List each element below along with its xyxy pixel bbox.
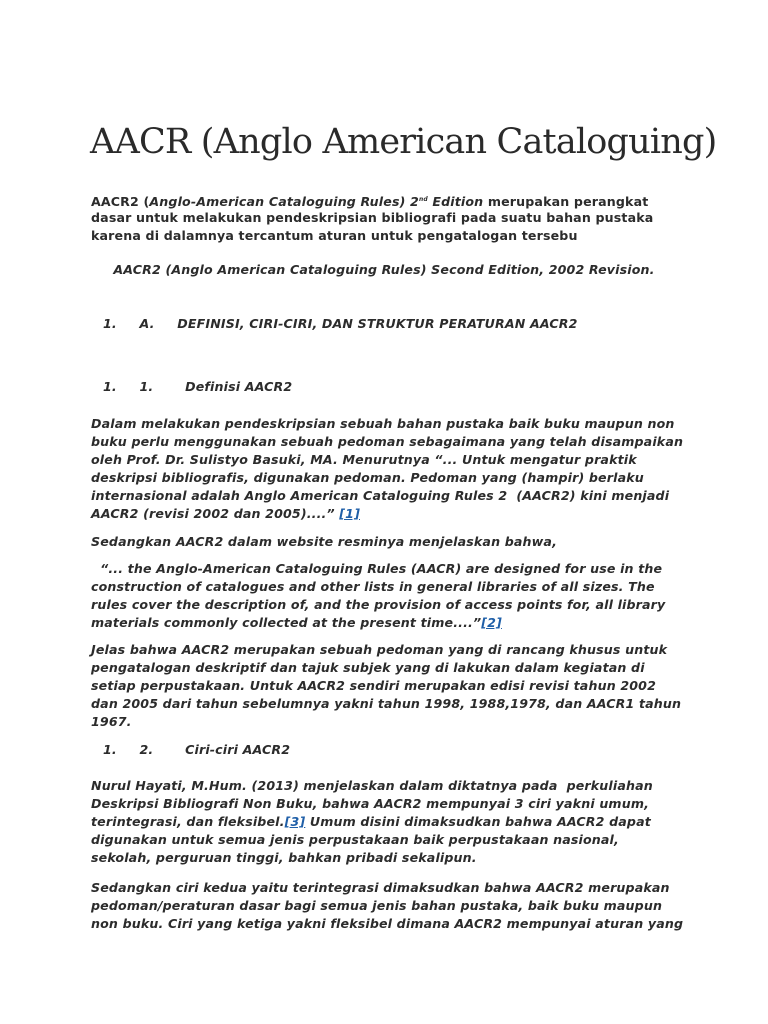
intro-superscript: nd: [418, 196, 428, 203]
quote-line-4-text: materials commonly collected at the present time....”: [91, 615, 482, 630]
nurul-line-3: [91, 813, 651, 831]
def-line-4: deskripsi bibliografis, digunakan pedoman. Pedoman yang (hampir) berlaku: [91, 470, 644, 485]
kedua-line-1: Sedangkan ciri kedua yaitu terintegrasi dimaksudkan bahwa AACR2 merupakan: [91, 880, 670, 895]
nurul-line-2: Deskripsi Bibliografi Non Buku, bahwa AACR2 mempunyai 3 ciri yakni umum,: [91, 796, 650, 811]
def-line-6: [91, 505, 360, 523]
def-line-5: internasional adalah Anglo American Cataloguing Rules 2 (AACR2) kini menjadi: [91, 488, 670, 503]
intro-text-end: merupakan perangkat: [483, 194, 649, 210]
footnote-link-2[interactable]: [2]: [481, 615, 502, 630]
quote-line-2: construction of catalogues and other lists in general libraries of all sizes. The: [91, 579, 655, 594]
edition-subtitle: AACR2 (Anglo American Cataloguing Rules) Second Edition, 2002 Revision.: [113, 262, 655, 277]
quote-line-1: “... the Anglo-American Cataloguing Rules (AACR) are designed for use in the: [91, 561, 663, 576]
nurul-line-3-text-end: Umum disini dimaksudkan bahwa AACR2 dapat: [305, 814, 651, 829]
quote-line-3: rules cover the description of, and the provision of access points for, all library: [91, 597, 666, 612]
intro-line-2: dasar untuk melakukan pendeskripsian bibliografi pada suatu bahan pustaka: [91, 210, 654, 225]
quote-line-4: [91, 614, 502, 632]
intro-text: AACR2 (: [91, 194, 150, 210]
page-title: AACR (Anglo American Cataloguing): [90, 122, 717, 162]
jelas-line-1: Jelas bahwa AACR2 merupakan sebuah pedoman yang di rancang khusus untuk: [91, 642, 668, 657]
nurul-line-1: Nurul Hayati, M.Hum. (2013) menjelaskan dalam diktatnya pada perkuliahan: [91, 778, 653, 793]
footnote-link-3[interactable]: [3]: [284, 814, 306, 829]
nurul-line-5: sekolah, perguruan tinggi, bahkan pribadi sekalipun.: [91, 850, 477, 865]
section-heading-ciri: 1. 2. Ciri-ciri AACR2: [103, 742, 291, 757]
jelas-line-2: pengatalogan deskriptif dan tajuk subjek yang di lakukan dalam kegiatan di: [91, 660, 645, 675]
footnote-link-1[interactable]: [1]: [339, 506, 360, 521]
kedua-line-3: non buku. Ciri yang ketiga yakni fleksibel dimana AACR2 mempunyai aturan yang: [91, 916, 684, 931]
intro-line-3: karena di dalamnya tercantum aturan untuk pengatalogan tersebu: [91, 228, 578, 243]
section-heading-definisi: 1. 1. Definisi AACR2: [103, 379, 293, 394]
intro-italic-text: Anglo-American Cataloguing Rules) 2: [149, 194, 419, 210]
jelas-line-4: dan 2005 dari tahun sebelumnya yakni tahun 1998, 1988,1978, dan AACR1 tahun: [91, 696, 682, 711]
jelas-line-3: setiap perpustakaan. Untuk AACR2 sendiri merupakan edisi revisi tahun 2002: [91, 678, 656, 693]
def-line-3: oleh Prof. Dr. Sulistyo Basuki, MA. Menurutnya “... Untuk mengatur praktik: [91, 452, 637, 467]
website-paragraph: Sedangkan AACR2 dalam website resminya menjelaskan bahwa,: [91, 534, 558, 549]
kedua-line-2: pedoman/peraturan dasar bagi semua jenis bahan pustaka, baik buku maupun: [91, 898, 663, 913]
nurul-line-3-text: terintegrasi, dan fleksibel.: [91, 814, 285, 829]
def-line-6-text: AACR2 (revisi 2002 dan 2005)....”: [91, 506, 340, 521]
jelas-line-5: 1967.: [91, 714, 132, 729]
def-line-2: buku perlu menggunakan sebuah pedoman sebagaimana yang telah disampaikan: [91, 434, 684, 449]
def-line-1: Dalam melakukan pendeskripsian sebuah bahan pustaka baik buku maupun non: [91, 416, 675, 431]
section-heading-a: 1. A. DEFINISI, CIRI-CIRI, DAN STRUKTUR PERATURAN AACR2: [103, 316, 578, 331]
nurul-line-4: digunakan untuk semua jenis perpustakaan baik perpustakaan nasional,: [91, 832, 619, 847]
intro-edition-text: Edition: [427, 194, 484, 210]
